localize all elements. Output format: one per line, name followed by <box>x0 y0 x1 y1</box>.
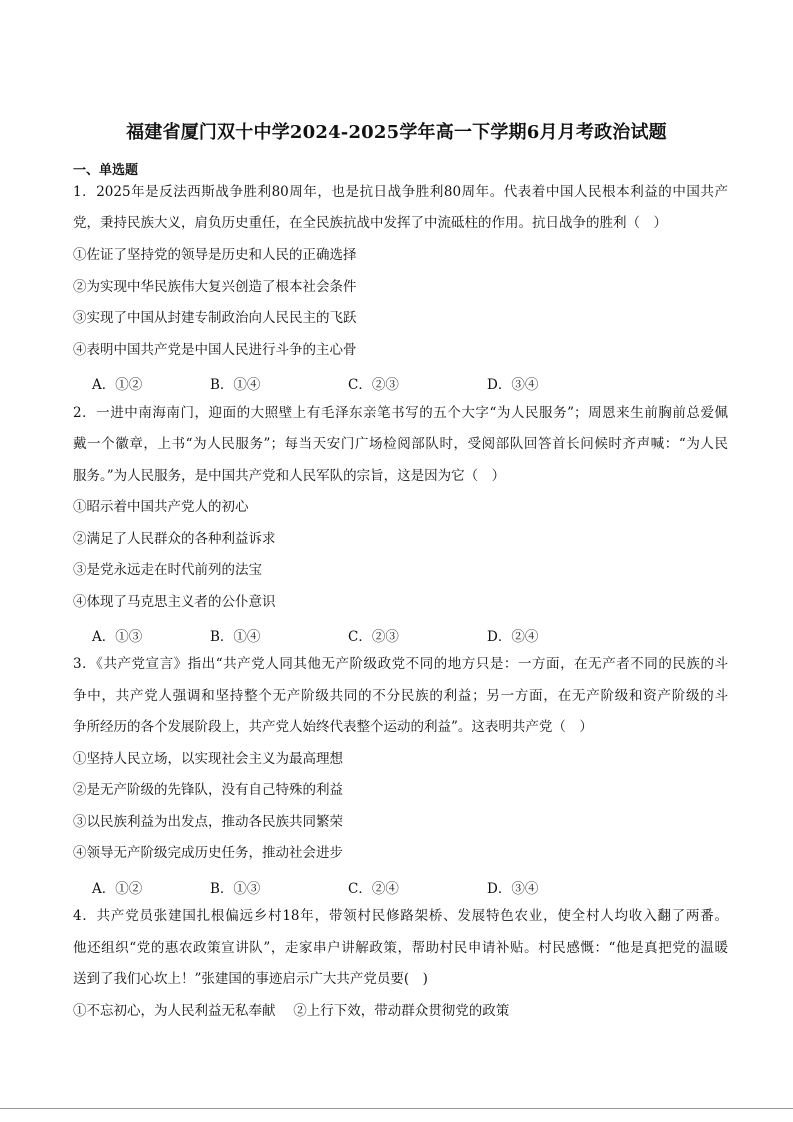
q1-option-d[interactable]: D．③④ <box>487 377 539 393</box>
q4-stem-line-2: 他还组织“党的惠农政策宣讲队”，走家串户讲解政策，帮助村民申请补贴。村民感慨：“他是真把党的温暖 <box>73 940 728 956</box>
q2-option-c[interactable]: C．②③ <box>348 629 399 645</box>
q1-stem-line-2: 党，秉持民族大义，肩负历史重任，在全民族抗战中发挥了中流砥柱的作用。抗日战争的胜利（ ） <box>73 215 667 231</box>
q1-item-3: ③实现了中国从封建专制政治向人民民主的飞跃 <box>73 310 357 326</box>
q2-stem-line-2: 戴一个徽章，上书“为人民服务”；每当天安门广场检阅部队时，受阅部队回答首长问候时齐声喊：“为人民 <box>73 436 728 452</box>
q4-item-1-2: ①不忘初心，为人民利益无私奉献 ②上行下效，带动群众贯彻党的政策 <box>73 1003 510 1019</box>
q3-stem-line-1: 3．《共产党宣言》指出“共产党人同其他无产阶级政党不同的地方只是：一方面，在无产者不同的民族的斗 <box>73 656 728 672</box>
q2-option-d[interactable]: D．②④ <box>487 629 539 645</box>
q1-option-a[interactable]: A．①② <box>92 377 143 393</box>
q1-stem-line-1: 1．2025年是反法西斯战争胜利80周年，也是抗日战争胜利80周年。代表着中国人民根本利益的中国共产 <box>73 184 728 200</box>
q2-item-1: ①昭示着中国共产党人的初心 <box>73 499 249 515</box>
q3-item-3: ③以民族利益为出发点，推动各民族共同繁荣 <box>73 814 343 830</box>
q1-option-b[interactable]: B．①④ <box>210 377 261 393</box>
q2-item-4: ④体现了马克思主义者的公仆意识 <box>73 594 276 610</box>
q2-item-3: ③是党永远走在时代前列的法宝 <box>73 562 262 578</box>
q4-stem-line-1: 4．共产党员张建国扎根偏远乡村18年，带领村民修路架桥、发展特色农业，使全村人均收入翻了两番。 <box>73 908 728 924</box>
q2-option-a[interactable]: A．①③ <box>92 629 143 645</box>
q3-option-d[interactable]: D．③④ <box>487 881 539 897</box>
q3-item-4: ④领导无产阶级完成历史任务，推动社会进步 <box>73 845 343 861</box>
q2-stem-line-3: 服务。”为人民服务，是中国共产党和人民军队的宗旨，这是因为它（ ） <box>73 468 506 484</box>
q1-item-4: ④表明中国共产党是中国人民进行斗争的主心骨 <box>73 342 357 358</box>
q3-stem-line-3: 争所经历的各个发展阶段上，共产党人始终代表整个运动的利益”。这表明共产党（ ） <box>73 719 593 735</box>
q2-stem-line-1: 2．一进中南海南门，迎面的大照壁上有毛泽东亲笔书写的五个大字“为人民服务”；周恩来生前胸前总爱佩 <box>73 405 728 421</box>
q4-stem-line-3: 送到了我们心坎上！”张建国的事迹启示广大共产党员要( ) <box>73 971 428 987</box>
section-heading: 一、单选题 <box>73 163 139 178</box>
q3-item-2: ②是无产阶级的先锋队，没有自己特殊的利益 <box>73 782 343 798</box>
q3-stem-line-2: 争中，共产党人强调和坚持整个无产阶级共同的不分民族的利益；另一方面，在无产阶级和资产阶级的斗 <box>73 688 728 704</box>
page-bottom-divider <box>0 1108 793 1109</box>
q2-item-2: ②满足了人民群众的各种利益诉求 <box>73 531 276 547</box>
q2-option-b[interactable]: B．①④ <box>210 629 261 645</box>
q3-option-b[interactable]: B．①③ <box>210 881 261 897</box>
q1-item-1: ①佐证了坚持党的领导是历史和人民的正确选择 <box>73 247 357 263</box>
page-title: 福建省厦门双十中学2024-2025学年高一下学期6月月考政治试题 <box>126 122 667 143</box>
q1-option-c[interactable]: C．②③ <box>348 377 399 393</box>
q3-item-1: ①坚持人民立场，以实现社会主义为最高理想 <box>73 751 343 767</box>
q3-option-c[interactable]: C．②④ <box>348 881 399 897</box>
q3-option-a[interactable]: A．①② <box>92 881 143 897</box>
q1-item-2: ②为实现中华民族伟大复兴创造了根本社会条件 <box>73 279 357 295</box>
